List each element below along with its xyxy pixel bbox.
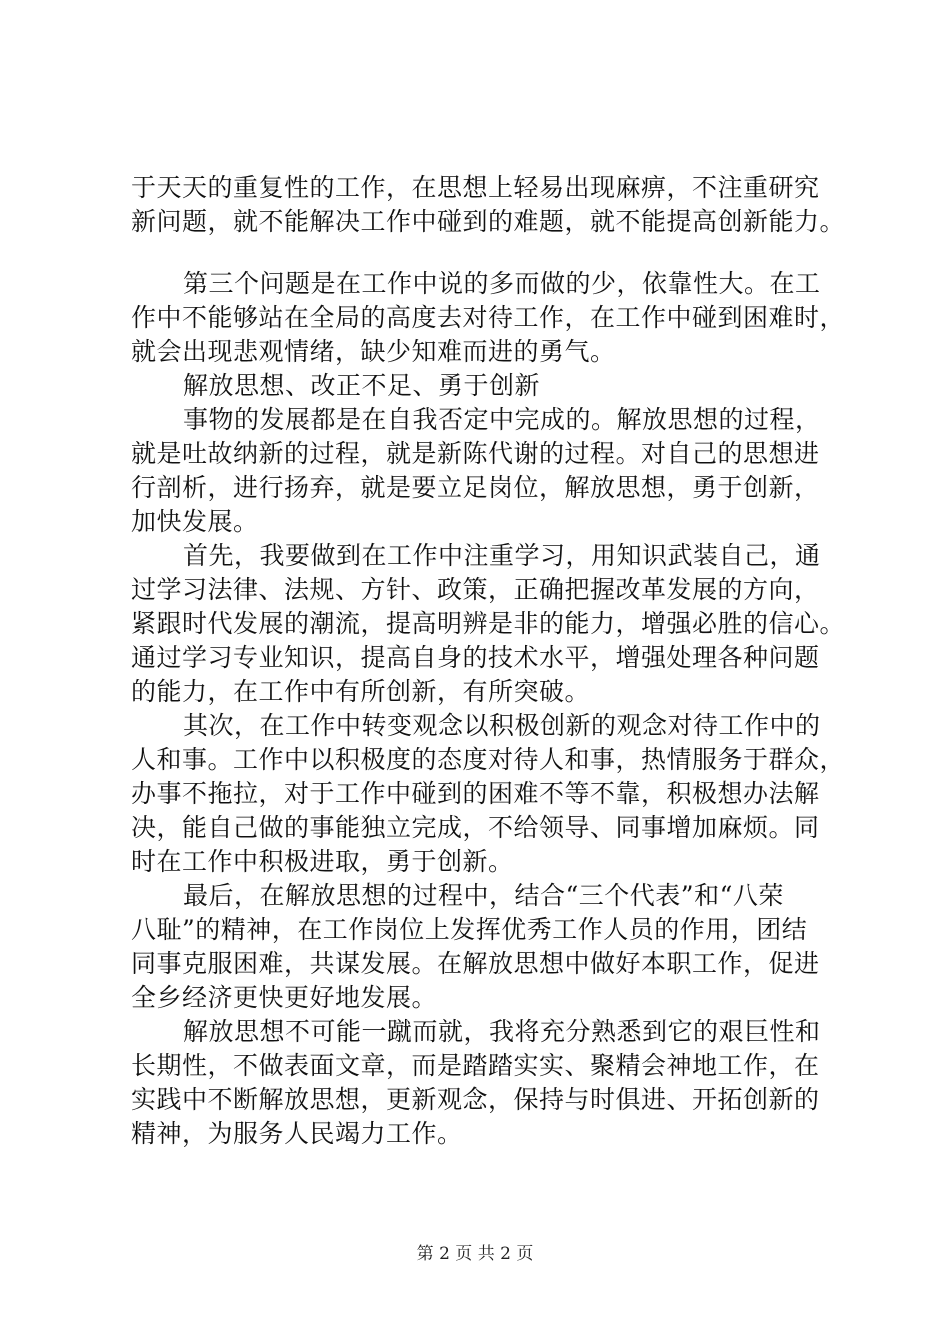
heading-text: 解放思想、改正不足、勇于创新	[183, 371, 541, 400]
paragraph-third-problem	[131, 267, 861, 369]
text-line: 行剖析，进行扬弃，就是要立足岗位，解放思想，勇于创新，	[131, 473, 820, 502]
text-line: 最后，在解放思想的过程中，结合“三个代表”和“八荣	[183, 881, 784, 910]
paragraph-finally	[131, 879, 861, 1015]
paragraph-development	[131, 403, 861, 539]
text-line: 第三个问题是在工作中说的多而做的少，依靠性大。在工	[183, 269, 821, 298]
paragraph-first	[131, 539, 861, 709]
document-body	[131, 171, 861, 1151]
text-line: 事物的发展都是在自我否定中完成的。解放思想的过程，	[183, 405, 821, 434]
text-line: 的能力，在工作中有所创新，有所突破。	[131, 677, 591, 706]
text-line: 决，能自己做的事能独立完成，不给领导、同事增加麻烦。同	[131, 813, 820, 842]
text-line: 精神，为服务人民竭力工作。	[131, 1119, 463, 1148]
page-footer	[0, 1243, 950, 1265]
text-line: 通过学习专业知识，提高自身的技术水平，增强处理各种问题	[131, 643, 820, 672]
text-line: 新问题，就不能解决工作中碰到的难题，就不能提高创新能力。	[131, 207, 846, 236]
paragraph-conclusion	[131, 1015, 861, 1151]
text-line: 时在工作中积极进取，勇于创新。	[131, 847, 514, 876]
text-line: 办事不拖拉，对于工作中碰到的困难不等不靠，积极想办法解	[131, 779, 820, 808]
paragraph-gap	[131, 239, 861, 267]
paragraph-second	[131, 709, 861, 879]
text-line: 加快发展。	[131, 507, 259, 536]
text-line: 人和事。工作中以积极度的态度对待人和事，热情服务于群众，	[131, 745, 846, 774]
text-line: 同事克服困难，共谋发展。在解放思想中做好本职工作，促进	[131, 949, 820, 978]
text-line: 八耻”的精神，在工作岗位上发挥优秀工作人员的作用，团结	[131, 915, 808, 944]
text-line: 全乡经济更快更好地发展。	[131, 983, 438, 1012]
page-number-label: 第 2 页 共 2 页	[416, 1244, 534, 1264]
text-line: 紧跟时代发展的潮流，提高明辨是非的能力，增强必胜的信心。	[131, 609, 846, 638]
text-line: 就会出现悲观情绪，缺少知难而进的勇气。	[131, 337, 616, 366]
paragraph-continuation	[131, 171, 861, 239]
text-line: 过学习法律、法规、方针、政策，正确把握改革发展的方向，	[131, 575, 820, 604]
text-line: 实践中不断解放思想，更新观念，保持与时俱进、开拓创新的	[131, 1085, 820, 1114]
section-heading	[131, 369, 861, 403]
text-line: 首先，我要做到在工作中注重学习，用知识武装自己，通	[183, 541, 821, 570]
text-line: 就是吐故纳新的过程，就是新陈代谢的过程。对自己的思想进	[131, 439, 820, 468]
text-line: 解放思想不可能一蹴而就，我将充分熟悉到它的艰巨性和	[183, 1017, 821, 1046]
text-line: 于天天的重复性的工作，在思想上轻易出现麻痹，不注重研究	[131, 173, 820, 202]
text-line: 作中不能够站在全局的高度去对待工作，在工作中碰到困难时，	[131, 303, 846, 332]
text-line: 其次，在工作中转变观念以积极创新的观念对待工作中的	[183, 711, 821, 740]
text-line: 长期性，不做表面文章，而是踏踏实实、聚精会神地工作，在	[131, 1051, 820, 1080]
